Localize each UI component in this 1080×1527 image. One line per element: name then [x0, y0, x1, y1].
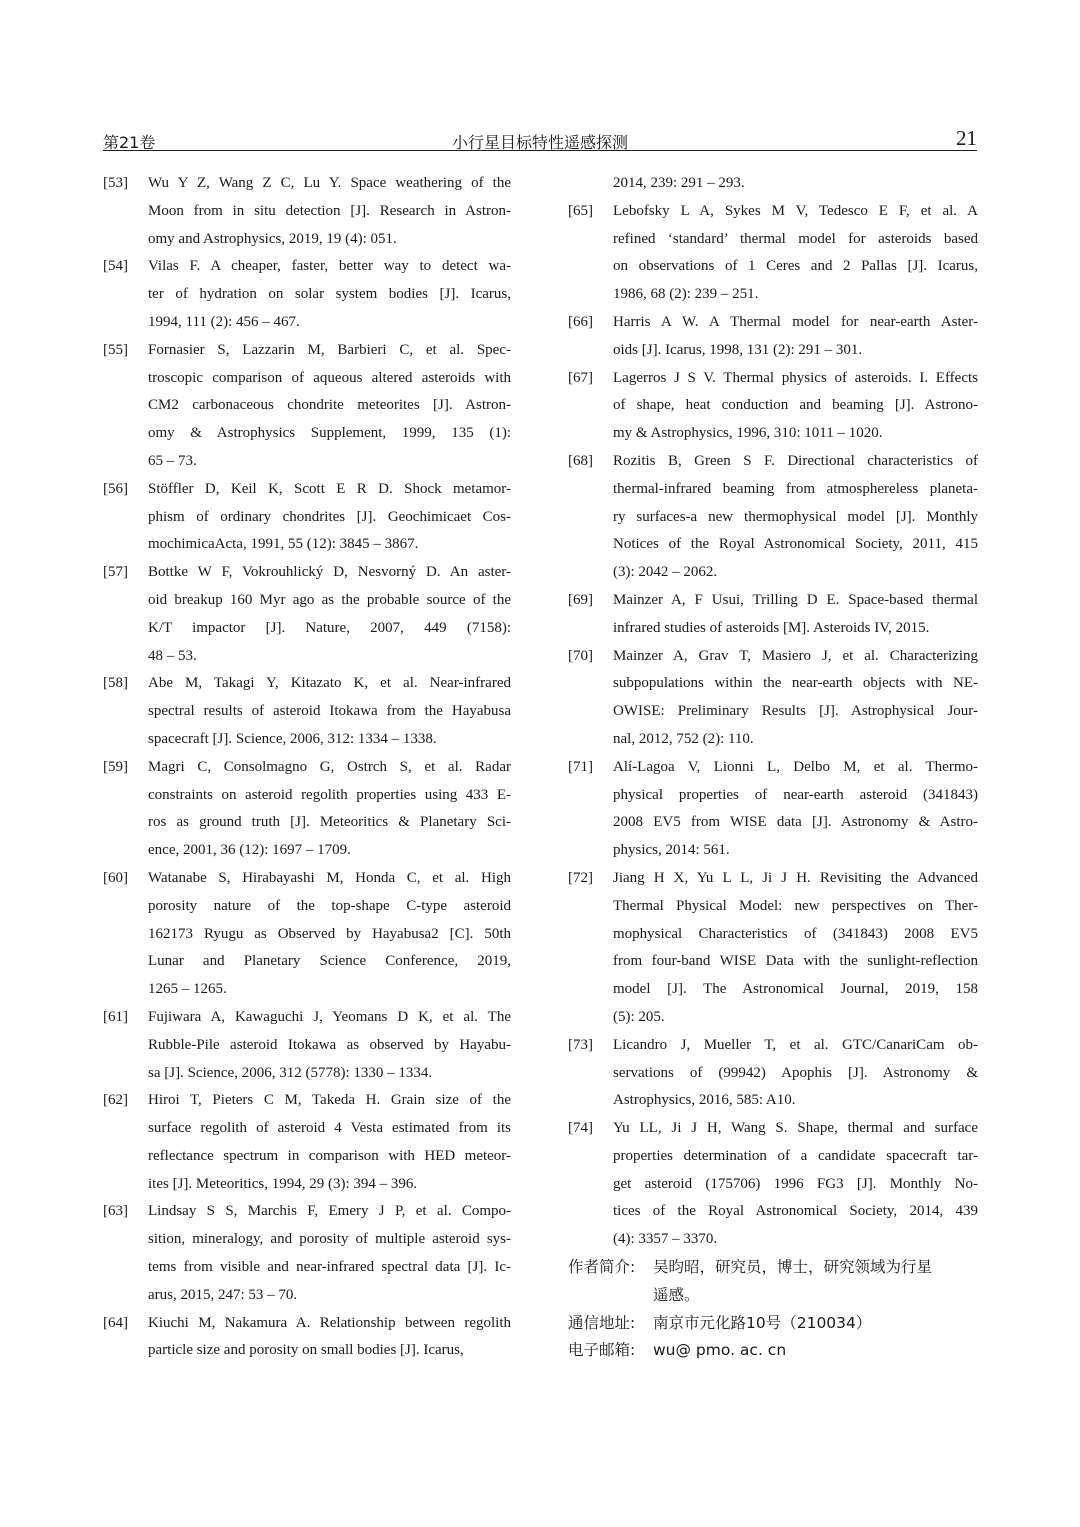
reference-line [103, 1310, 511, 1338]
reference-entry [568, 587, 978, 643]
reference-line [103, 198, 511, 226]
reference-line [103, 615, 511, 643]
reference-text: sition, mineralogy, and porosity of multiple asteroid sys- [148, 1231, 511, 1248]
reference-number: [53] [103, 175, 128, 191]
reference-line [103, 1115, 511, 1143]
reference-line [568, 1060, 978, 1088]
reference-line [568, 559, 978, 587]
reference-text: thermal-infrared beaming from atmosphereless planeta- [613, 480, 978, 497]
reference-number: [66] [568, 313, 593, 330]
reference-text: OWISE: Preliminary Results [J]. Astrophysical Jour- [613, 703, 978, 720]
reference-text: servations of (99942) Apophis [J]. Astronomy & [613, 1064, 978, 1081]
reference-number: [61] [103, 1008, 128, 1025]
reference-text: Abe M, Takagi Y, Kitazato K, et al. Near-infrared [148, 675, 511, 692]
reference-line [103, 476, 511, 504]
reference-text: Magri C, Consolmagno G, Ostrch S, et al. Radar [148, 758, 511, 775]
reference-line [568, 1087, 978, 1115]
reference-line [568, 170, 978, 198]
reference-text: Fujiwara A, Kawaguchi J, Yeomans D K, et al. The [148, 1008, 511, 1025]
reference-text: porosity nature of the top-shape C-type asteroid [148, 897, 511, 914]
author-bio-continued [568, 1282, 978, 1310]
reference-line [103, 782, 511, 810]
reference-text: of shape, heat conduction and beaming [J]. Astrono- [613, 397, 978, 414]
reference-text: constraints on asteroid regolith properties using 433 E- [148, 786, 511, 803]
reference-entry [103, 1087, 511, 1198]
reference-line [103, 1254, 511, 1282]
reference-line [568, 948, 978, 976]
reference-line [568, 782, 978, 810]
reference-number: [71] [568, 758, 593, 775]
email-text: wu@ pmo. ac. cn [653, 1341, 787, 1360]
reference-entry [568, 309, 978, 365]
address-text: 南京市元化路10号（210034） [653, 1313, 872, 1332]
reference-line [103, 1060, 511, 1088]
reference-line [568, 1226, 978, 1254]
author-bio-text: 遥感。 [653, 1285, 700, 1304]
reference-line [568, 531, 978, 559]
reference-text: omy and Astrophysics, 2019, 19 (4): 051. [148, 230, 397, 247]
author-bio-label: 作者简介: [568, 1258, 636, 1277]
reference-entry [103, 754, 511, 865]
reference-line [568, 476, 978, 504]
reference-line [103, 1282, 511, 1310]
reference-line [103, 1171, 511, 1199]
reference-text: subpopulations within the near-earth objects with NE- [613, 675, 978, 692]
reference-text: physics, 2014: 561. [613, 842, 730, 859]
reference-text: surface regolith of asteroid 4 Vesta estimated from its [148, 1120, 511, 1137]
reference-number: [64] [103, 1314, 128, 1331]
author-bio-text: 吴昀昭，研究员，博士，研究领域为行星 [653, 1258, 933, 1277]
reference-text: 65 – 73. [148, 452, 197, 469]
reference-column-left [103, 170, 511, 1365]
reference-number: [73] [568, 1036, 593, 1053]
reference-text: ry surfaces-a new thermophysical model [J]. Monthly [613, 508, 978, 525]
reference-line [103, 309, 511, 337]
reference-text: Watanabe S, Hirabayashi M, Honda C, et al. High [148, 869, 511, 886]
reference-line [568, 1143, 978, 1171]
reference-text: 2008 EV5 from WISE data [J]. Astronomy & Astro- [613, 814, 978, 831]
reference-entry [103, 337, 511, 476]
reference-number: [72] [568, 869, 593, 886]
reference-text: 1994, 111 (2): 456 – 467. [148, 313, 300, 330]
reference-entry [103, 559, 511, 670]
reference-line [103, 1032, 511, 1060]
reference-text: Bottke W F, Vokrouhlický D, Nesvorný D. An aster- [148, 564, 511, 581]
reference-text: Harris A W. A Thermal model for near-earth Aster- [613, 313, 978, 330]
reference-line [103, 337, 511, 365]
reference-text: Kiuchi M, Nakamura A. Relationship between regolith [148, 1314, 511, 1331]
reference-text: 2014, 239: 291 – 293. [613, 175, 745, 191]
reference-line [103, 365, 511, 393]
reference-column-right [568, 170, 978, 1365]
reference-text: sa [J]. Science, 2006, 312 (5778): 1330 – 1334. [148, 1064, 433, 1081]
reference-number: [60] [103, 869, 128, 886]
reference-number: [67] [568, 369, 593, 386]
reference-entry [568, 643, 978, 754]
reference-line [103, 253, 511, 281]
reference-text: Astrophysics, 2016, 585: A10. [613, 1092, 796, 1109]
reference-line [103, 170, 511, 198]
reference-line [103, 448, 511, 476]
reference-text: physical properties of near-earth asteroid (341843) [613, 786, 978, 803]
reference-text: arus, 2015, 247: 53 – 70. [148, 1286, 298, 1303]
author-bio [568, 1254, 978, 1282]
reference-line [568, 643, 978, 671]
reference-entry [568, 198, 978, 309]
reference-line [103, 1004, 511, 1032]
reference-text: Moon from in situ detection [J]. Research in Astron- [148, 202, 511, 219]
reference-text: mophysical Characteristics of (341843) 2008 EV5 [613, 925, 978, 942]
reference-text: ites [J]. Meteoritics, 1994, 29 (3): 394 – 396. [148, 1175, 418, 1192]
reference-line [568, 309, 978, 337]
reference-text: Mainzer A, F Usui, Trilling D E. Space-based thermal [613, 591, 978, 608]
reference-text: tems from visible and near-infrared spectral data [J]. Ic- [148, 1259, 511, 1276]
reference-line [568, 198, 978, 226]
reference-text: refined ‘standard’ thermal model for asteroids based [613, 230, 978, 247]
reference-entry [103, 476, 511, 559]
reference-line [568, 921, 978, 949]
reference-text: my & Astrophysics, 1996, 310: 1011 – 1020. [613, 425, 883, 442]
reference-text: spacecraft [J]. Science, 2006, 312: 1334 – 1338. [148, 730, 437, 747]
reference-text: Fornasier S, Lazzarin M, Barbieri C, et al. Spec- [148, 341, 511, 358]
reference-line [568, 893, 978, 921]
reference-text: Hiroi T, Pieters C M, Takeda H. Grain size of the [148, 1092, 511, 1109]
reference-text: particle size and porosity on small bodies [J]. Icarus, [148, 1342, 464, 1359]
reference-line [103, 865, 511, 893]
address-label: 通信地址: [568, 1313, 636, 1332]
reference-line [568, 1032, 978, 1060]
reference-entry [103, 1004, 511, 1087]
reference-entry [568, 1115, 978, 1254]
reference-text: 48 – 53. [148, 647, 197, 664]
reference-line [103, 1337, 511, 1365]
reference-line [103, 893, 511, 921]
page-number: 21 [956, 126, 977, 150]
reference-text: CM2 carbonaceous chondrite meteorites [J]. Astron- [148, 397, 511, 414]
reference-line [568, 698, 978, 726]
reference-text: Lagerros J S V. Thermal physics of asteroids. I. Effects [613, 369, 978, 386]
reference-entry [568, 865, 978, 1032]
reference-text: phism of ordinary chondrites [J]. Geochimicaet Cos- [148, 508, 511, 525]
reference-line [568, 365, 978, 393]
reference-text: K/T impactor [J]. Nature, 2007, 449 (7158): [148, 619, 511, 636]
reference-line [103, 754, 511, 782]
reference-line [103, 420, 511, 448]
reference-number: [74] [568, 1120, 593, 1137]
reference-text: Thermal Physical Model: new perspectives on Ther- [613, 897, 978, 914]
reference-line [103, 643, 511, 671]
reference-text: Lindsay S S, Marchis F, Emery J P, et al. Compo- [148, 1203, 511, 1220]
reference-line [103, 976, 511, 1004]
reference-entry [568, 170, 978, 198]
reference-line [568, 809, 978, 837]
reference-entry [103, 670, 511, 753]
reference-entry [103, 170, 511, 253]
reference-line [103, 1198, 511, 1226]
reference-text: Yu LL, Ji J H, Wang S. Shape, thermal and surface [613, 1120, 978, 1137]
reference-entry [103, 1310, 511, 1366]
reference-number: [58] [103, 675, 128, 692]
reference-line [103, 698, 511, 726]
reference-text: Wu Y Z, Wang Z C, Lu Y. Space weathering of the [148, 175, 511, 191]
reference-line [568, 865, 978, 893]
reference-text: from four-band WISE Data with the sunlight-reflection [613, 953, 978, 970]
reference-entry [568, 1032, 978, 1115]
reference-line [568, 837, 978, 865]
reference-line [103, 531, 511, 559]
reference-number: [70] [568, 647, 593, 664]
running-header [103, 126, 977, 152]
reference-line [568, 587, 978, 615]
reference-text: nal, 2012, 752 (2): 110. [613, 730, 754, 747]
reference-text: Rozitis B, Green S F. Directional characteristics of [613, 452, 978, 469]
author-info [568, 1254, 978, 1365]
reference-line [103, 559, 511, 587]
reference-entry [103, 253, 511, 336]
reference-line [103, 670, 511, 698]
reference-line [568, 1171, 978, 1199]
reference-number: [69] [568, 591, 593, 608]
reference-line [103, 726, 511, 754]
reference-line [568, 1115, 978, 1143]
reference-line [568, 337, 978, 365]
reference-number: [65] [568, 202, 593, 219]
reference-line [568, 726, 978, 754]
reference-line [568, 1198, 978, 1226]
reference-entry [568, 448, 978, 587]
reference-text: ence, 2001, 36 (12): 1697 – 1709. [148, 842, 351, 859]
journal-title: 小行星目标特性遥感探测 [451, 133, 628, 152]
reference-line [568, 253, 978, 281]
reference-line [103, 1143, 511, 1171]
reference-line [568, 976, 978, 1004]
reference-text: infrared studies of asteroids [M]. Asteroids IV, 2015. [613, 619, 930, 636]
reference-line [568, 448, 978, 476]
reference-text: spectral results of asteroid Itokawa from the Hayabusa [148, 703, 511, 720]
reference-line [103, 921, 511, 949]
reference-text: Rubble-Pile asteroid Itokawa as observed by Hayabu- [148, 1036, 511, 1053]
reference-text: (3): 2042 – 2062. [613, 564, 718, 581]
reference-text: on observations of 1 Ceres and 2 Pallas [J]. Icarus, [613, 258, 978, 275]
reference-entry [103, 865, 511, 1004]
reference-line [568, 1004, 978, 1032]
reference-line [103, 504, 511, 532]
reference-line [103, 1226, 511, 1254]
reference-line [103, 837, 511, 865]
volume-label: 第21卷 [103, 133, 156, 152]
reference-line [103, 226, 511, 254]
reference-line [568, 392, 978, 420]
reference-number: [68] [568, 452, 593, 469]
reference-text: get asteroid (175706) 1996 FG3 [J]. Monthly No- [613, 1175, 978, 1192]
reference-entry [568, 754, 978, 865]
reference-text: Stöffler D, Keil K, Scott E R D. Shock metamor- [148, 480, 511, 497]
reference-line [103, 281, 511, 309]
reference-text: reflectance spectrum in comparison with HED meteor- [148, 1147, 511, 1164]
reference-text: oids [J]. Icarus, 1998, 131 (2): 291 – 301. [613, 341, 863, 358]
reference-text: Alí-Lagoa V, Lionni L, Delbo M, et al. Thermo- [613, 758, 978, 775]
reference-text: tices of the Royal Astronomical Society, 2014, 439 [613, 1203, 978, 1220]
reference-number: [57] [103, 564, 128, 581]
reference-text: (5): 205. [613, 1008, 665, 1025]
reference-text: Mainzer A, Grav T, Masiero J, et al. Characterizing [613, 647, 978, 664]
mailing-address [568, 1310, 978, 1338]
reference-line [568, 420, 978, 448]
reference-entry [568, 365, 978, 448]
reference-line [568, 281, 978, 309]
reference-line [568, 226, 978, 254]
reference-number: [56] [103, 480, 128, 497]
reference-line [103, 809, 511, 837]
reference-number: [63] [103, 1203, 128, 1220]
reference-entry [103, 1198, 511, 1309]
reference-text: model [J]. The Astronomical Journal, 2019, 158 [613, 981, 978, 998]
reference-number: [62] [103, 1092, 128, 1109]
reference-text: ros as ground truth [J]. Meteoritics & Planetary Sci- [148, 814, 511, 831]
reference-number: [59] [103, 758, 128, 775]
reference-line [103, 587, 511, 615]
reference-line [568, 670, 978, 698]
reference-text: 1265 – 1265. [148, 981, 227, 998]
reference-text: omy & Astrophysics Supplement, 1999, 135 (1): [148, 425, 511, 442]
reference-text: troscopic comparison of aqueous altered asteroids with [148, 369, 511, 386]
reference-text: 1986, 68 (2): 239 – 251. [613, 286, 759, 303]
reference-text: Vilas F. A cheaper, faster, better way to detect wa- [148, 258, 511, 275]
reference-text: properties determination of a candidate spacecraft tar- [613, 1147, 978, 1164]
reference-text: oid breakup 160 Myr ago as the probable source of the [148, 591, 511, 608]
reference-text: ter of hydration on solar system bodies [J]. Icarus, [148, 286, 511, 303]
reference-line [568, 504, 978, 532]
header-rule [103, 150, 977, 151]
reference-line [568, 615, 978, 643]
reference-text: Licandro J, Mueller T, et al. GTC/CanariCam ob- [613, 1036, 978, 1053]
reference-text: 162173 Ryugu as Observed by Hayabusa2 [C]. 50th [148, 925, 511, 942]
reference-text: Lebofsky L A, Sykes M V, Tedesco E F, et al. A [613, 202, 978, 219]
reference-text: Jiang H X, Yu L L, Ji J H. Revisiting the Advanced [613, 869, 978, 886]
reference-line [103, 392, 511, 420]
reference-number: [55] [103, 341, 128, 358]
reference-line [103, 948, 511, 976]
reference-line [103, 1087, 511, 1115]
email-label: 电子邮箱: [568, 1341, 636, 1360]
reference-number: [54] [103, 258, 128, 275]
reference-line [568, 754, 978, 782]
reference-text: mochimicaActa, 1991, 55 (12): 3845 – 3867. [148, 536, 419, 553]
email [568, 1337, 978, 1365]
reference-text: (4): 3357 – 3370. [613, 1231, 718, 1248]
reference-text: Lunar and Planetary Science Conference, 2019, [148, 953, 511, 970]
reference-text: Notices of the Royal Astronomical Society, 2011, 415 [613, 536, 978, 553]
